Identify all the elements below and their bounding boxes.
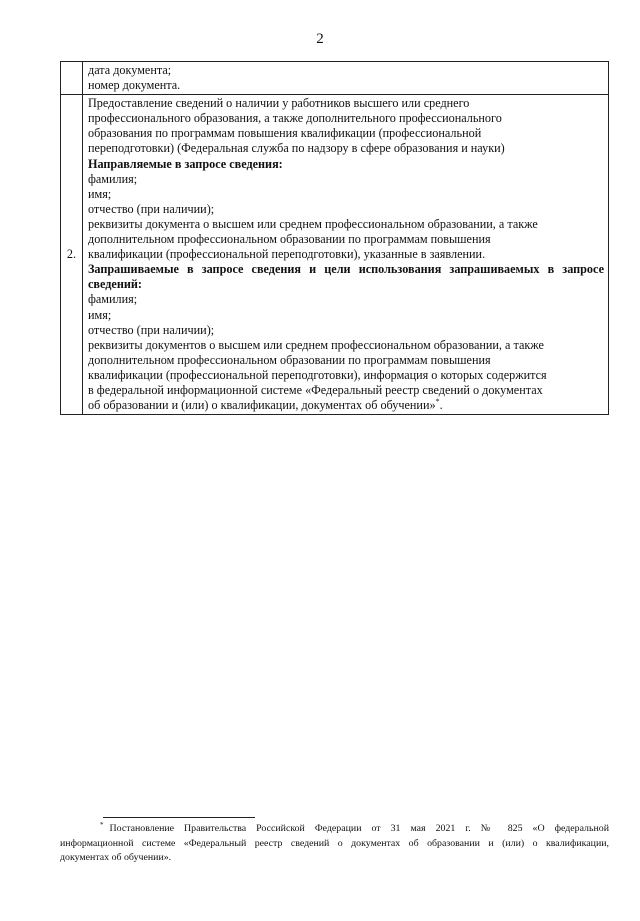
- requested-data-heading: сведений:: [88, 277, 142, 292]
- requested-data-line: [88, 398, 604, 413]
- requested-data-line: фамилия;: [88, 292, 138, 307]
- row-content-cell: [83, 95, 609, 415]
- requested-data-heading: Запрашиваемые в запросе сведения и цели использования запрашиваемых в запросе: [88, 262, 604, 277]
- sent-data-line: квалификации (профессиональной переподготовки), указанные в заявлении.: [88, 247, 486, 262]
- requested-data-line: квалификации (профессиональной переподготовки), информация о которых содержится: [88, 367, 547, 382]
- row-number-cell: [61, 62, 83, 95]
- row-content-cell: [83, 62, 609, 95]
- service-title-line: профессионального образования, а также дополнительного профессионального: [88, 111, 502, 126]
- text-line: номер документа.: [88, 78, 181, 93]
- requested-data-line: дополнительном профессиональном образовании по программам повышения: [88, 352, 491, 367]
- page-number: 2: [316, 31, 324, 47]
- footnote-marker: *: [100, 820, 104, 829]
- table-row: [61, 95, 609, 415]
- sent-data-line: дополнительном профессиональном образовании по программам повышения: [88, 232, 491, 247]
- footnote-line: документах об обучении».: [60, 852, 172, 864]
- service-title-line: Предоставление сведений о наличии у работников высшего или среднего: [88, 96, 470, 111]
- sent-data-heading: Направляемые в запросе сведения:: [88, 156, 283, 171]
- requested-data-line: имя;: [88, 307, 112, 322]
- final-period: .: [439, 398, 443, 413]
- services-table: [60, 61, 609, 415]
- requested-last-text: об образовании и (или) о квалификации, документах об обучении»: [88, 398, 436, 413]
- text-line: дата документа;: [88, 63, 172, 77]
- requested-data-line: в федеральной информационной системе «Федеральный реестр сведений о документах: [88, 382, 543, 397]
- footnote-line: информационной системе «Федеральный реестр сведений о документах об образовании и (или) о квалификации,: [60, 837, 609, 849]
- footnote-line: [60, 822, 609, 837]
- table-row: [61, 62, 609, 95]
- footnote-text: Постановление Правительства Российской Федерации от 31 мая 2021 г. № 825 «О федеральной: [109, 823, 609, 834]
- sent-data-line: реквизиты документа о высшем или среднем профессиональном образовании, а также: [88, 216, 538, 231]
- service-title-line: переподготовки) (Федеральная служба по надзору в сфере образования и науки): [88, 141, 505, 156]
- footnote: [60, 822, 609, 866]
- footnote-reference: *: [435, 397, 440, 406]
- sent-data-line: фамилия;: [88, 171, 138, 186]
- requested-data-line: отчество (при наличии);: [88, 322, 215, 337]
- sent-data-line: имя;: [88, 186, 112, 201]
- row-number-cell: 2.: [61, 95, 83, 415]
- sent-data-line: отчество (при наличии);: [88, 201, 215, 216]
- service-title-line: образования по программам повышения квалификации (профессиональной: [88, 126, 482, 141]
- footnote-divider: [103, 817, 255, 818]
- requested-data-line: реквизиты документов о высшем или среднем профессиональном образовании, а также: [88, 337, 544, 352]
